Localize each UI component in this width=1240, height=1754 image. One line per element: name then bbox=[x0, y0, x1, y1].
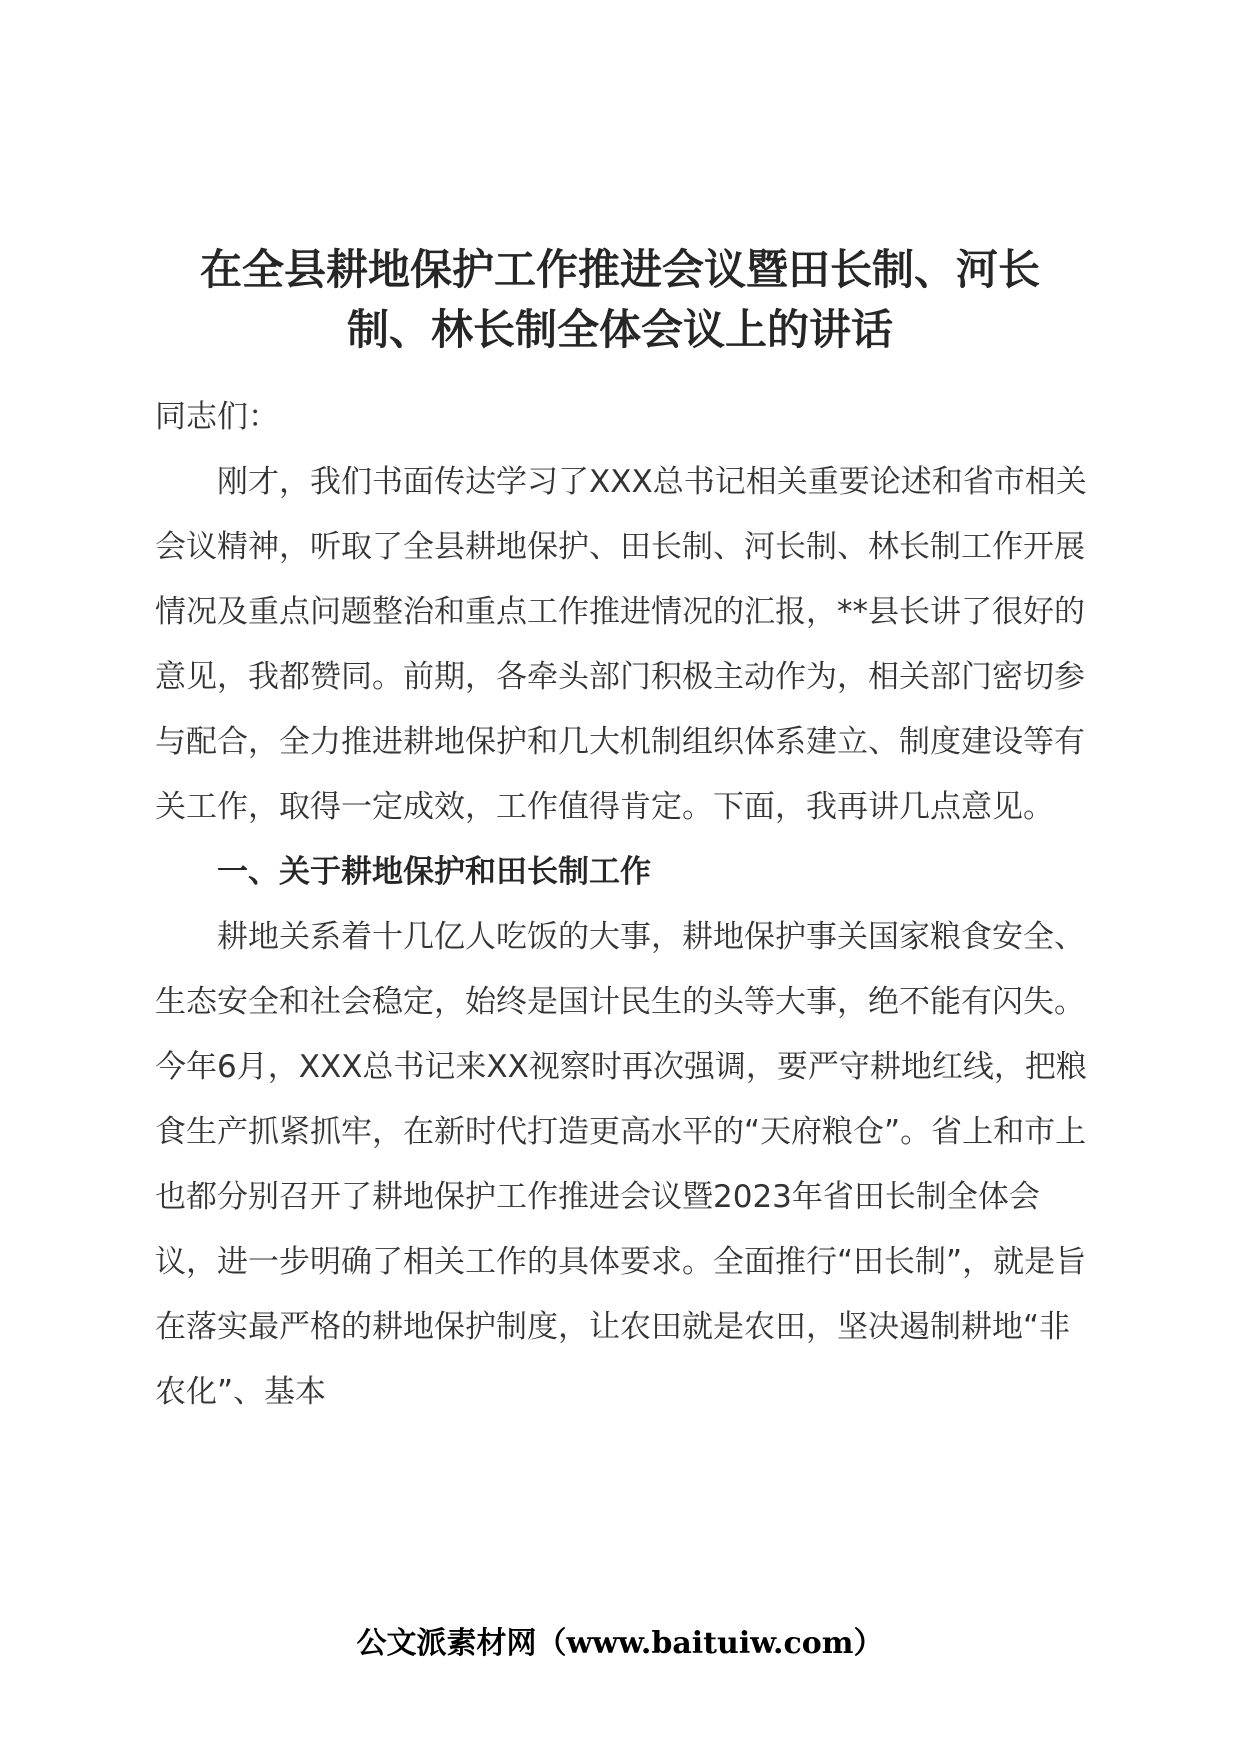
title-line-1: 在全县耕地保护工作推进会议暨田长制、河长 bbox=[199, 245, 1040, 294]
title-line-2: 制、林长制全体会议上的讲话 bbox=[346, 305, 893, 354]
salutation: 同志们： bbox=[155, 399, 279, 435]
paragraph-farmland: 耕地关系着十几亿人吃饭的大事，耕地保护事关国家粮食安全、生态安全和社会稳定，始终是国计民生的头等大事，绝不能有闪失。今年6月，XXX总书记来XX视察时再次强调，要严守耕地红线，把粮食生产抓紧抓牢，在新时代打造更高水平的“天府粮仓”。省上和市上也都分别召开了耕地保护工作推进会议暨2023年省田长制全体会议，进一步明确了相关工作的具体要求。全面推行“田长制”，就是旨在落实最严格的耕地保护制度，让农田就是农田，坚决遏制耕地“非农化”、基本 bbox=[155, 919, 1087, 1410]
document-body bbox=[155, 385, 1095, 1425]
document-title bbox=[140, 240, 1100, 360]
paragraph-opening: 刚才，我们书面传达学习了XXX总书记相关重要论述和省市相关会议精神，听取了全县耕地保护、田长制、河长制、林长制工作开展情况及重点问题整治和重点工作推进情况的汇报，**县长讲了很好的意见，我都赞同。前期，各牵头部门积极主动作为，相关部门密切参与配合，全力推进耕地保护和几大机制组织体系建立、制度建设等有关工作，取得一定成效，工作值得肯定。下面，我再讲几点意见。 bbox=[155, 464, 1087, 825]
footer-watermark: 公文派素材网（www.baituiw.com） bbox=[356, 1626, 884, 1661]
section-heading: 一、关于耕地保护和田长制工作 bbox=[217, 854, 651, 890]
